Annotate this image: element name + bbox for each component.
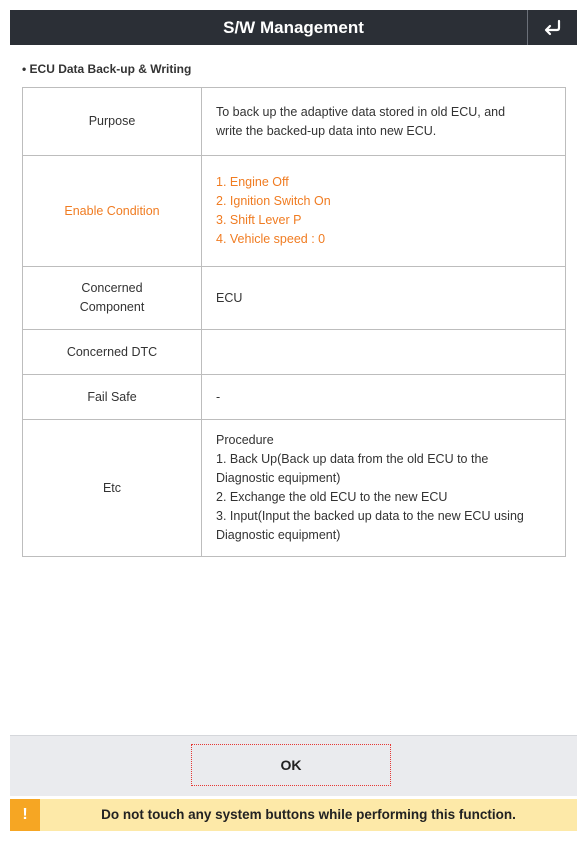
value-line: To back up the adaptive data stored in old ECU, and: [216, 104, 506, 119]
row-value: [202, 375, 566, 420]
value-line: Diagnostic equipment): [216, 528, 341, 542]
value-line: Diagnostic equipment): [216, 471, 341, 485]
warning-text: Do not touch any system buttons while performing this function.: [101, 807, 516, 822]
value-line: Procedure: [216, 433, 274, 447]
row-label: Concerned DTC: [23, 330, 202, 375]
row-label: Enable Condition: [23, 156, 202, 267]
row-label: Etc: [23, 420, 202, 557]
row-value: [202, 420, 566, 557]
value-line: 1. Engine Off: [216, 175, 289, 189]
value-line: 4. Vehicle speed : 0: [216, 232, 326, 246]
value-line: 1. Back Up(Back up data from the old ECU to the: [216, 452, 489, 466]
back-button[interactable]: [527, 10, 577, 45]
table-row-enable-condition: [23, 156, 566, 267]
table-row-etc: [23, 420, 566, 557]
row-label: Fail Safe: [23, 375, 202, 420]
table-row-concerned-dtc: [23, 330, 566, 375]
return-arrow-icon: [542, 19, 564, 37]
value-line: 2. Ignition Switch On: [216, 194, 331, 208]
bottom-action-bar: [10, 735, 577, 796]
warning-banner: [10, 799, 577, 831]
table-row-purpose: [23, 88, 566, 156]
row-value: [202, 267, 566, 330]
value-line: 3. Shift Lever P: [216, 213, 302, 227]
value-line: 3. Input(Input the backed up data to the new ECU using: [216, 509, 524, 523]
warning-icon: !: [10, 799, 40, 831]
row-value: [202, 330, 566, 375]
title-bar: [10, 10, 577, 45]
row-label: Purpose: [23, 88, 202, 156]
row-value: [202, 88, 566, 156]
table-row-fail-safe: [23, 375, 566, 420]
ok-button[interactable]: OK: [191, 744, 391, 786]
row-value: [202, 156, 566, 267]
section-heading: • ECU Data Back-up & Writing: [22, 62, 192, 76]
info-table: [22, 87, 566, 557]
label-line: Concerned: [81, 281, 143, 295]
label-line: Component: [79, 300, 145, 314]
value-line: 2. Exchange the old ECU to the new ECU: [216, 490, 448, 504]
row-label: [23, 267, 202, 330]
page-title: S/W Management: [223, 18, 364, 37]
value-line: write the backed-up data into new ECU.: [216, 123, 437, 138]
value-line: -: [216, 389, 221, 404]
table-row-concerned-component: [23, 267, 566, 330]
value-line: ECU: [216, 290, 243, 305]
